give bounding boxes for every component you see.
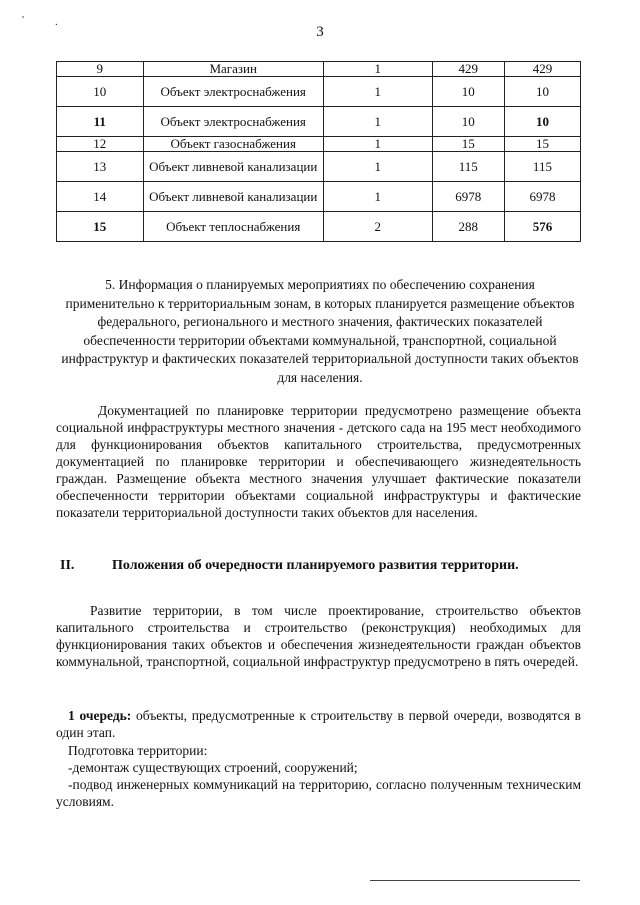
value-cell: 10 [432,107,504,137]
total-cell: 6978 [504,182,580,212]
section-2-title: Положения об очередности планируемого развития территории. [112,558,519,573]
value-cell: 429 [432,62,504,77]
object-name-cell: Объект газоснабжения [143,137,323,152]
table-row [57,152,581,182]
stage-1-text: объекты, предусмотренные к строительству в первой очереди, возводятся в один этап. [56,708,582,740]
prep-item-2 [56,776,581,810]
table-row [57,107,581,137]
value-cell: 15 [432,137,504,152]
value-cell: 288 [432,212,504,242]
table-row [57,62,581,77]
table-row [57,182,581,212]
prep-item-2-text: -подвод инженерных коммуникаций на территорию, согласно полученным техническим условиям. [56,777,581,809]
total-cell: 10 [504,77,580,107]
count-cell: 1 [323,182,432,212]
table-row [57,212,581,242]
section-5-heading: 5. Информация о планируемых мероприятиях по обеспечению сохранения применительно к территориальным зонам, в которых планируется размещение объектов федерального, регионального и местного значения, фактических показателей обеспеченности территории объектами коммунальной, транспортной, социальной инфраструктур и фактических показателей территориальной доступности таких объектов для населения. [61,277,579,385]
stage-1-label: 1 очередь: [68,708,132,723]
section-2-heading [60,558,585,574]
count-cell: 1 [323,137,432,152]
development-paragraph [56,602,581,670]
total-cell: 15 [504,137,580,152]
total-cell: 429 [504,62,580,77]
object-name-cell: Объект ливневой канализации [143,152,323,182]
prep-title: Подготовка территории: [68,743,208,758]
object-name-cell: Объект электроснабжения [143,77,323,107]
total-cell: 115 [504,152,580,182]
count-cell: 1 [323,77,432,107]
table-row [57,77,581,107]
row-number-cell: 14 [57,182,144,212]
count-cell: 1 [323,152,432,182]
object-name-cell: Объект электроснабжения [143,107,323,137]
table-row [57,137,581,152]
objects-table [56,61,581,242]
section-5-paragraph-text: Документацией по планировке территории предусмотрено размещение объекта социальной инфраструктуры местного значения - детского сада на 195 мест необходимого для функционирования объектов капитального строительства, предусмотренных документацией по планировке территории и обеспечивающего жизнедеятельность граждан. Размещение объекта местного значения улучшает фактические показатели обеспеченности территории объектами социальной инфраструктуры и фактические показатели территориальной доступности таких объектов для населения. [56,403,581,520]
row-number-cell: 9 [57,62,144,77]
row-number-cell: 13 [57,152,144,182]
count-cell: 2 [323,212,432,242]
corner-mark-left: ' [22,14,24,26]
row-number-cell: 12 [57,137,144,152]
value-cell: 115 [432,152,504,182]
prep-item-1: -демонтаж существующих строений, сооружений; [68,760,358,775]
footer-rule [370,880,580,881]
stage-1-paragraph [56,707,581,741]
row-number-cell: 11 [57,107,144,137]
total-cell: 10 [504,107,580,137]
count-cell: 1 [323,107,432,137]
section-5-paragraph [56,402,581,521]
count-cell: 1 [323,62,432,77]
row-number-cell: 15 [57,212,144,242]
total-cell: 576 [504,212,580,242]
section-2-number: II. [60,558,75,573]
development-paragraph-text: Развитие территории, в том числе проектирование, строительство объектов капитального строительства и строительство (реконструкция) необходимых для функционирования таких объектов и обеспечения жизнедеятельности граждан объектов коммунальной, транспортной, социальной инфраструктур предусмотрено в пять очередей. [56,603,581,669]
corner-mark-right: . [55,16,58,28]
page-number: 3 [316,24,324,40]
value-cell: 10 [432,77,504,107]
value-cell: 6978 [432,182,504,212]
row-number-cell: 10 [57,77,144,107]
object-name-cell: Магазин [143,62,323,77]
object-name-cell: Объект ливневой канализации [143,182,323,212]
object-name-cell: Объект теплоснабжения [143,212,323,242]
